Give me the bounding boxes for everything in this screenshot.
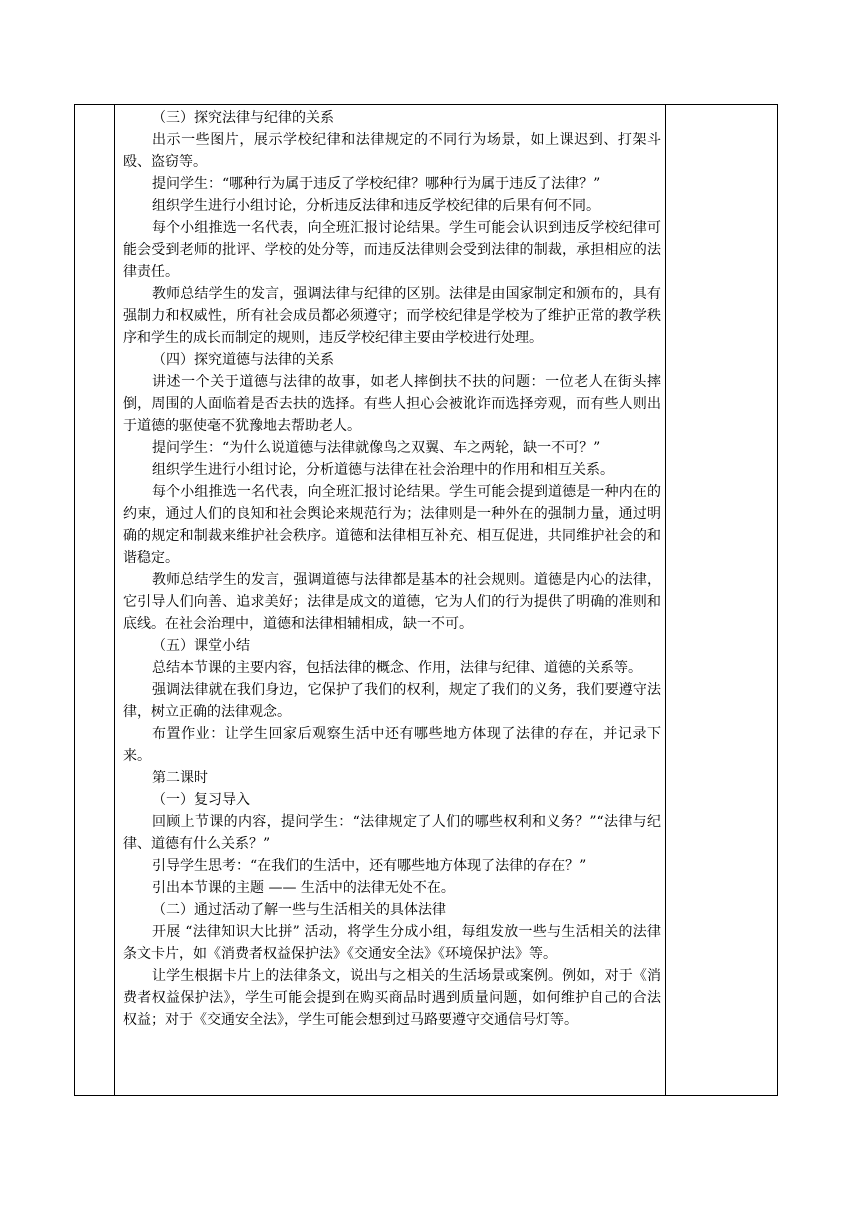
paragraph: 第二课时 (152, 770, 208, 786)
paragraph: 出示一些图片，展示学校纪律和法律规定的不同行为场景，如上课迟到、打架斗殴、盗窃等。 (123, 132, 661, 170)
paragraph: 让学生根据卡片上的法律条文，说出与之相关的生活场景或案例。例如，对于《消费者权益保护法》，学生可能会提到在购买商品时遇到质量问题，如何维护自己的合法权益；对于《交通安全法》，学生可能会想到过马路要遵守交通信号灯等。 (123, 968, 661, 1028)
paragraph: （二）通过活动了解一些与生活相关的具体法律 (152, 902, 446, 918)
paragraph: 组织学生进行小组讨论，分析违反法律和违反学校纪律的后果有何不同。 (152, 198, 600, 214)
paragraph: 每个小组推选一名代表，向全班汇报讨论结果。学生可能会认识到违反学校纪律可能会受到老师的批评、学校的处分等，而违反法律则会受到法律的制裁，承担相应的法律责任。 (123, 220, 661, 280)
paragraph: 教师总结学生的发言，强调法律与纪律的区别。法律是由国家制定和颁布的，具有强制力和权威性，所有社会成员都必须遵守；而学校纪律是学校为了维护正常的教学秩序和学生的成长而制定的规则，违反学校纪律主要由学校进行处理。 (123, 286, 661, 346)
lesson-content (123, 105, 661, 1031)
paragraph: 强调法律就在我们身边，它保护了我们的权利，规定了我们的义务，我们要遵守法律，树立正确的法律观念。 (123, 682, 661, 720)
paragraph: 组织学生进行小组讨论，分析道德与法律在社会治理中的作用和相互关系。 (152, 462, 614, 478)
paragraph: 开展 “法律知识大比拼” 活动，将学生分成小组，每组发放一些与生活相关的法律条文卡片，如《消费者权益保护法》《交通安全法》《环境保护法》等。 (123, 924, 661, 962)
paragraph: （一）复习导入 (152, 792, 250, 808)
paragraph: 布置作业：让学生回家后观察生活中还有哪些地方体现了法律的存在，并记录下来。 (123, 726, 661, 764)
paragraph: 回顾上节课的内容，提问学生：“法律规定了人们的哪些权利和义务？”“法律与纪律、道德有什么关系？” (123, 814, 661, 852)
paragraph: 教师总结学生的发言，强调道德与法律都是基本的社会规则。道德是内心的法律，它引导人们向善、追求美好；法律是成文的道德，它为人们的行为提供了明确的准则和底线。在社会治理中，道德和法律相辅相成，缺一不可。 (123, 572, 661, 632)
paragraph: 总结本节课的主要内容，包括法律的概念、作用，法律与纪律、道德的关系等。 (152, 660, 642, 676)
lesson-plan-table (74, 104, 778, 1096)
left-column-divider (114, 105, 115, 1095)
paragraph: 提问学生：“为什么说道德与法律就像鸟之双翼、车之两轮，缺一不可？” (152, 440, 601, 456)
paragraph: （三）探究法律与纪律的关系 (152, 110, 334, 126)
paragraph: 每个小组推选一名代表，向全班汇报讨论结果。学生可能会提到道德是一种内在的约束，通过人们的良知和社会舆论来规范行为；法律则是一种外在的强制力量，通过明确的规定和制裁来维护社会秩序。道德和法律相互补充、相互促进，共同维护社会的和谐稳定。 (123, 484, 661, 566)
paragraph: （五）课堂小结 (152, 638, 250, 654)
paragraph: 引出本节课的主题 —— 生活中的法律无处不在。 (152, 880, 455, 896)
paragraph: 引导学生思考：“在我们的生活中，还有哪些地方体现了法律的存在？” (152, 858, 587, 874)
right-column-divider (665, 105, 666, 1095)
paragraph: 讲述一个关于道德与法律的故事，如老人摔倒扶不扶的问题：一位老人在街头摔倒，周围的人面临着是否去扶的选择。有些人担心会被讹诈而选择旁观，而有些人则出于道德的驱使毫不犹豫地去帮助老人。 (123, 374, 661, 434)
paragraph: 提问学生：“哪种行为属于违反了学校纪律？哪种行为属于违反了法律？” (152, 176, 601, 192)
paragraph: （四）探究道德与法律的关系 (152, 352, 334, 368)
